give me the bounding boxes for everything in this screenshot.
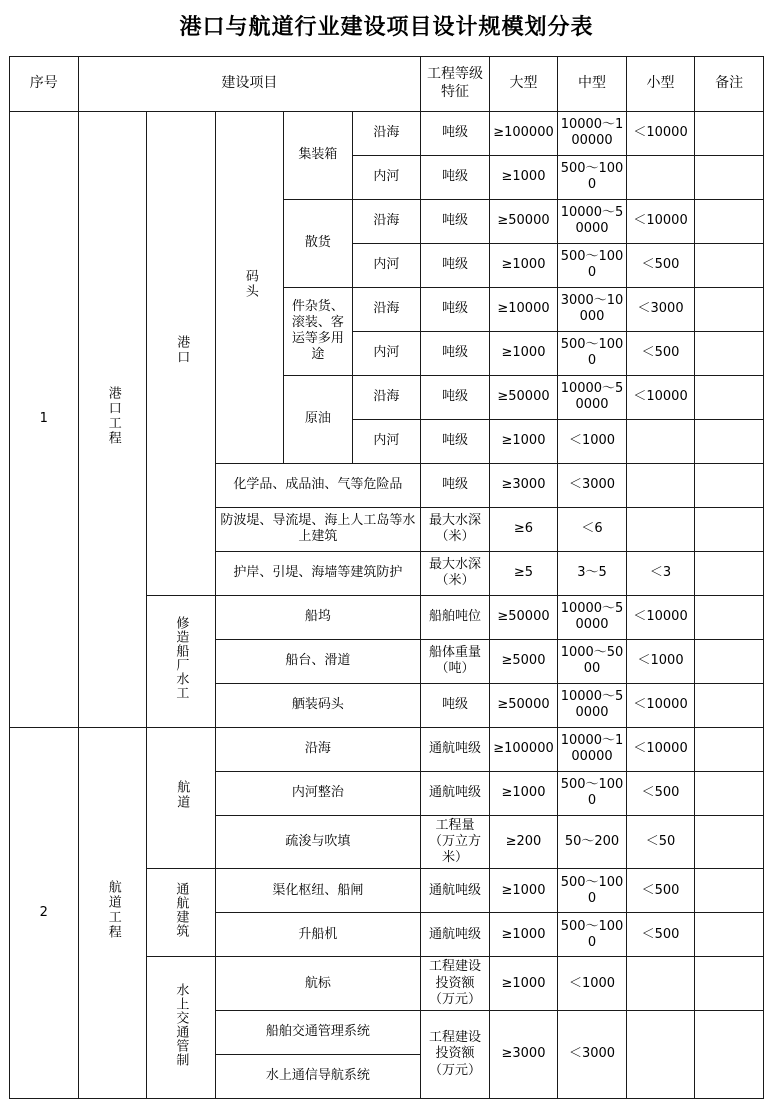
- cell-note: [695, 957, 764, 1011]
- header-row: [10, 56, 764, 111]
- cell-large: ≥1000: [489, 913, 558, 957]
- cell-medium: ＜6: [558, 507, 627, 551]
- cell-small: ＜10000: [626, 683, 695, 727]
- cell-medium: 500～1000: [558, 331, 627, 375]
- cell-small: ＜500: [626, 913, 695, 957]
- cell-large: ≥100000: [489, 111, 558, 155]
- cell-medium: 10000～50000: [558, 683, 627, 727]
- header-feature: 工程等级特征: [421, 56, 490, 111]
- cell-item-chuanwu: 船坞: [215, 595, 421, 639]
- page-title: 港口与航道行业建设项目设计规模划分表: [0, 0, 773, 56]
- cell-item-huan: 护岸、引堤、海墙等建筑防护: [215, 551, 421, 595]
- group-label-vertical: 港口工程: [105, 386, 120, 446]
- cell-large: ≥1000: [489, 243, 558, 287]
- cell-item-fangbodi: 防波堤、导流堤、海上人工岛等水上建筑: [215, 507, 421, 551]
- cell-medium: 500～1000: [558, 155, 627, 199]
- cell-feature: 吨级: [421, 419, 490, 463]
- group-label-vertical: 航道工程: [105, 880, 120, 940]
- header-small: 小型: [626, 56, 695, 111]
- cell-feature: 通航吨级: [421, 771, 490, 815]
- cell-large: ≥50000: [489, 375, 558, 419]
- cell-medium: 10000～50000: [558, 595, 627, 639]
- cell-sub-tonghangjianzhu: [147, 869, 216, 957]
- cell-feature: 吨级: [421, 155, 490, 199]
- cell-large: ≥1000: [489, 771, 558, 815]
- cell-large: ≥1000: [489, 331, 558, 375]
- cell-large: ≥1000: [489, 155, 558, 199]
- cell-item-shuishangtongxin: 水上通信导航系统: [215, 1055, 421, 1099]
- cell-feature: 吨级: [421, 683, 490, 727]
- cell-large: ≥50000: [489, 683, 558, 727]
- cell-feature: 通航吨级: [421, 869, 490, 913]
- cell-small: [626, 419, 695, 463]
- cell-note: [695, 155, 764, 199]
- cell-type: 沿海: [352, 375, 421, 419]
- cell-feature: 吨级: [421, 463, 490, 507]
- cell-type: 内河: [352, 155, 421, 199]
- cell-small: ＜10000: [626, 375, 695, 419]
- cell-seq-2: [10, 727, 79, 1099]
- cell-small: [626, 155, 695, 199]
- cell-large: ≥5000: [489, 639, 558, 683]
- cell-small: ＜500: [626, 771, 695, 815]
- cell-large: ≥6: [489, 507, 558, 551]
- cell-note: [695, 1011, 764, 1099]
- cell-note: [695, 815, 764, 869]
- cell-small: [626, 507, 695, 551]
- cell-medium: 500～1000: [558, 243, 627, 287]
- cell-medium: 50～200: [558, 815, 627, 869]
- cell-large: ≥10000: [489, 287, 558, 331]
- cell-medium: 10000～50000: [558, 375, 627, 419]
- cell-medium: 3～5: [558, 551, 627, 595]
- cell-feature: 通航吨级: [421, 913, 490, 957]
- cell-block-matou: [215, 111, 284, 463]
- cell-item-hangbiao: 航标: [215, 957, 421, 1011]
- cell-feature: 船体重量（吨）: [421, 639, 490, 683]
- cell-feature: 吨级: [421, 199, 490, 243]
- header-note: 备注: [695, 56, 764, 111]
- header-seq: 序号: [10, 56, 79, 111]
- cell-note: [695, 331, 764, 375]
- cell-medium: 10000～100000: [558, 727, 627, 771]
- cell-type: 内河: [352, 419, 421, 463]
- cell-medium: 10000～50000: [558, 199, 627, 243]
- cell-feature: 吨级: [421, 375, 490, 419]
- cell-sub-hangdao: [147, 727, 216, 869]
- cell-note: [695, 639, 764, 683]
- cell-feature: 最大水深（米）: [421, 507, 490, 551]
- cell-small: [626, 463, 695, 507]
- cell-medium: 500～1000: [558, 869, 627, 913]
- block-label-vertical: 码头: [242, 269, 257, 299]
- cell-note: [695, 243, 764, 287]
- cell-item-yanhai: 沿海: [215, 727, 421, 771]
- cell-type: 沿海: [352, 111, 421, 155]
- cell-note: [695, 463, 764, 507]
- cell-note: [695, 419, 764, 463]
- table-row: [10, 727, 764, 771]
- cell-note: [695, 111, 764, 155]
- cell-note: [695, 683, 764, 727]
- cell-item-jianzahuo: 件杂货、滚装、客运等多用途: [284, 287, 353, 375]
- sub-label-vertical: 修造船厂水工: [174, 616, 187, 700]
- cell-large: ≥100000: [489, 727, 558, 771]
- cell-medium: ＜3000: [558, 463, 627, 507]
- table-header: [10, 56, 764, 111]
- cell-item-huaxuepin: 化学品、成品油、气等危险品: [215, 463, 421, 507]
- cell-feature: 吨级: [421, 111, 490, 155]
- cell-seq-1: [10, 111, 79, 727]
- cell-item-yuanyou: 原油: [284, 375, 353, 463]
- seq-text: 1: [40, 411, 48, 426]
- cell-medium: 10000～100000: [558, 111, 627, 155]
- cell-item-chuanbojiaotong: 船舶交通管理系统: [215, 1011, 421, 1055]
- cell-note: [695, 199, 764, 243]
- cell-small: ＜1000: [626, 639, 695, 683]
- header-project: 建设项目: [78, 56, 421, 111]
- cell-large: ≥3000: [489, 1011, 558, 1099]
- cell-sub-gangkou: [147, 111, 216, 595]
- cell-item-shujun: 疏浚与吹填: [215, 815, 421, 869]
- cell-group-name-1: [78, 111, 147, 727]
- cell-item-sanhuo: 散货: [284, 199, 353, 287]
- cell-item-chuantai: 船台、滑道: [215, 639, 421, 683]
- cell-item-jizhuangxiang: 集装箱: [284, 111, 353, 199]
- cell-feature: 船舶吨位: [421, 595, 490, 639]
- cell-large: ≥50000: [489, 199, 558, 243]
- cell-sub-xiuzaochuanchang: [147, 595, 216, 727]
- cell-note: [695, 727, 764, 771]
- cell-feature: 工程建设投资额（万元）: [421, 957, 490, 1011]
- cell-feature: 通航吨级: [421, 727, 490, 771]
- cell-item-shengchuanji: 升船机: [215, 913, 421, 957]
- cell-small: ＜3000: [626, 287, 695, 331]
- cell-medium: 3000～10000: [558, 287, 627, 331]
- cell-large: ≥1000: [489, 957, 558, 1011]
- cell-medium: ＜1000: [558, 957, 627, 1011]
- header-medium: 中型: [558, 56, 627, 111]
- cell-small: ＜500: [626, 243, 695, 287]
- cell-large: ≥3000: [489, 463, 558, 507]
- header-large: 大型: [489, 56, 558, 111]
- cell-small: ＜10000: [626, 199, 695, 243]
- cell-feature: 吨级: [421, 243, 490, 287]
- cell-note: [695, 869, 764, 913]
- cell-medium: 500～1000: [558, 771, 627, 815]
- cell-type: 内河: [352, 243, 421, 287]
- cell-large: ≥1000: [489, 419, 558, 463]
- cell-type: 沿海: [352, 199, 421, 243]
- cell-medium: 500～1000: [558, 913, 627, 957]
- table-row: [10, 111, 764, 155]
- cell-feature: 工程建设投资额（万元）: [421, 1011, 490, 1099]
- cell-group-name-2: [78, 727, 147, 1099]
- sub-label-vertical: 通航建筑: [174, 882, 187, 938]
- cell-type: 沿海: [352, 287, 421, 331]
- cell-sub-shuishangjiaotongguanzhi: [147, 957, 216, 1099]
- cell-large: ≥200: [489, 815, 558, 869]
- cell-feature: 吨级: [421, 331, 490, 375]
- cell-feature: 工程量（万立方米）: [421, 815, 490, 869]
- cell-note: [695, 913, 764, 957]
- cell-large: ≥1000: [489, 869, 558, 913]
- cell-small: ＜50: [626, 815, 695, 869]
- cell-small: ＜10000: [626, 595, 695, 639]
- cell-feature: 吨级: [421, 287, 490, 331]
- cell-note: [695, 375, 764, 419]
- cell-small: ＜500: [626, 869, 695, 913]
- cell-note: [695, 507, 764, 551]
- cell-note: [695, 771, 764, 815]
- cell-note: [695, 287, 764, 331]
- sub-label-vertical: 航道: [173, 780, 188, 810]
- cell-medium: 1000～5000: [558, 639, 627, 683]
- cell-note: [695, 595, 764, 639]
- cell-medium: ＜3000: [558, 1011, 627, 1099]
- design-scale-table: [9, 56, 764, 1099]
- cell-note: [695, 551, 764, 595]
- cell-small: [626, 1011, 695, 1099]
- cell-small: ＜500: [626, 331, 695, 375]
- cell-small: ＜3: [626, 551, 695, 595]
- cell-small: ＜10000: [626, 727, 695, 771]
- seq-text: 2: [40, 905, 48, 920]
- cell-medium: ＜1000: [558, 419, 627, 463]
- table-body: [10, 111, 764, 1099]
- cell-large: ≥5: [489, 551, 558, 595]
- sub-label-vertical: 水上交通管制: [174, 983, 187, 1067]
- cell-large: ≥50000: [489, 595, 558, 639]
- cell-type: 内河: [352, 331, 421, 375]
- cell-item-xizhuangmatou: 舾装码头: [215, 683, 421, 727]
- cell-item-neihezhengzhi: 内河整治: [215, 771, 421, 815]
- cell-item-quhuashuniu: 渠化枢纽、船闸: [215, 869, 421, 913]
- cell-feature: 最大水深（米）: [421, 551, 490, 595]
- cell-small: [626, 957, 695, 1011]
- cell-small: ＜10000: [626, 111, 695, 155]
- sub-label-vertical: 港口: [173, 335, 188, 365]
